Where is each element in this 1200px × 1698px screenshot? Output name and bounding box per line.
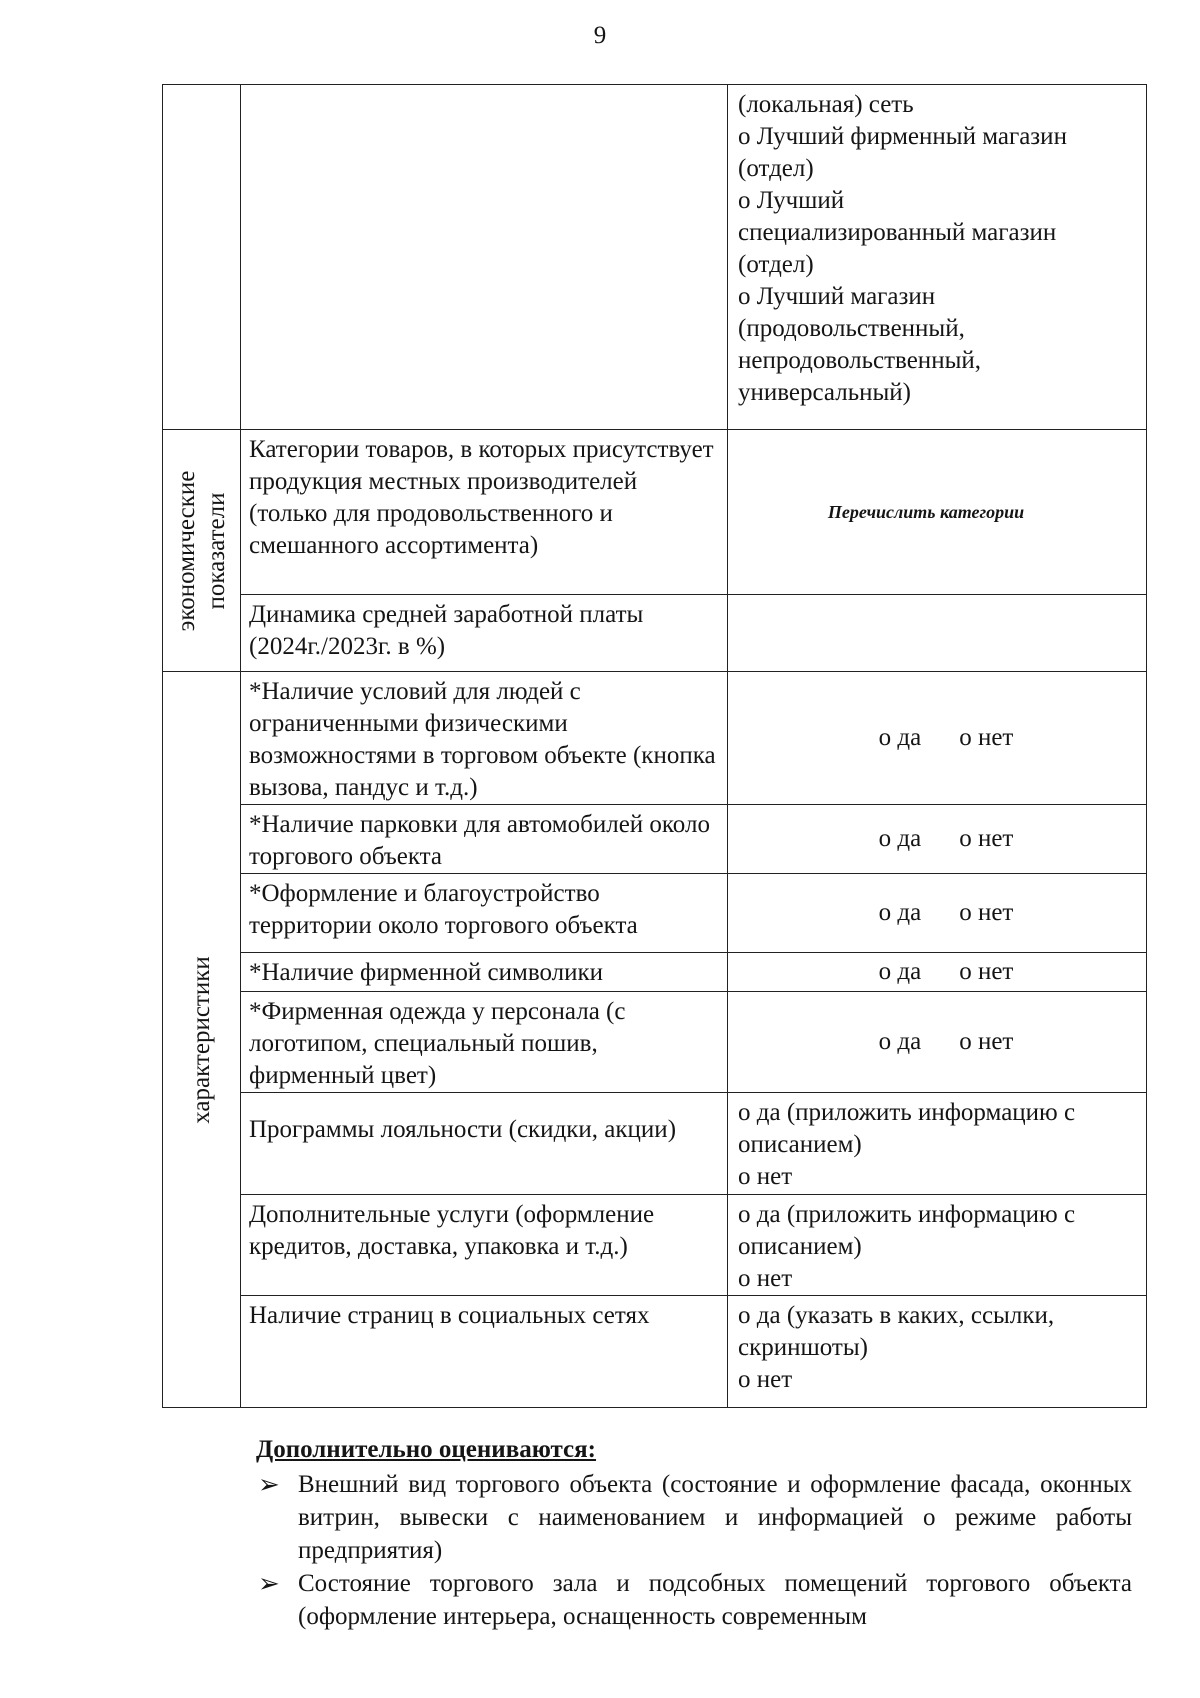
value-cell xyxy=(728,430,1147,595)
nomination-option-line: (продовольственный, xyxy=(738,315,965,342)
hint-text: Перечислить категории xyxy=(827,502,1025,522)
page-number: 9 xyxy=(593,22,607,49)
option-yes[interactable]: о да xyxy=(878,1028,922,1055)
nomination-option-line: (отдел) xyxy=(738,155,814,182)
value-cell xyxy=(728,805,1147,874)
table-row xyxy=(163,85,1147,430)
table-row xyxy=(163,805,1147,874)
criterion-cell: Программы лояльности (скидки, акции) xyxy=(241,1093,728,1195)
option-no[interactable]: о нет xyxy=(959,958,1014,985)
list-item-text: Состояние торгового зала и подсобных помещений торгового объекта (оформление интерьера, оснащенность современным xyxy=(298,1570,1132,1630)
option-yes-with-attachment[interactable]: о да (приложить информацию с описанием) xyxy=(738,1099,1076,1158)
value-cell-empty[interactable] xyxy=(728,595,1147,672)
table-row xyxy=(163,953,1147,992)
value-cell xyxy=(728,953,1147,992)
option-no[interactable]: о нет xyxy=(959,825,1014,852)
additional-criteria-section xyxy=(256,1433,1132,1633)
value-cell xyxy=(728,1296,1147,1408)
criterion-cell: *Оформление и благоустройство территории около торгового объекта xyxy=(241,874,728,953)
option-no[interactable]: о нет xyxy=(738,1366,793,1393)
list-item-text: Внешний вид торгового объекта (состояние и оформление фасада, оконных витрин, вывески с наименованием и информацией о режиме работы предприятия) xyxy=(298,1471,1132,1564)
nomination-option-line: (локальная) сеть xyxy=(738,91,914,118)
nomination-option-line: о Лучший xyxy=(738,187,845,214)
table-row xyxy=(163,1093,1147,1195)
arrowhead-bullet-icon: ➢ xyxy=(258,1569,280,1598)
table-row xyxy=(163,874,1147,953)
option-no[interactable]: о нет xyxy=(959,899,1014,926)
group-label-characteristics: характеристики xyxy=(187,955,215,1124)
criterion-cell: Динамика средней заработной платы (2024г./2023г. в %) xyxy=(241,595,728,672)
criterion-cell: Дополнительные услуги (оформление кредитов, доставка, упаковка и т.д.) xyxy=(241,1195,728,1296)
list-item xyxy=(256,1468,1132,1567)
group-label-economic: экономические показатели xyxy=(172,470,230,631)
table-row xyxy=(163,1296,1147,1408)
criterion-cell: Наличие страниц в социальных сетях xyxy=(241,1296,728,1408)
option-yes[interactable]: о да xyxy=(878,724,922,751)
section-heading: Дополнительно оцениваются: xyxy=(256,1436,597,1463)
table-row xyxy=(163,992,1147,1093)
criterion-cell: *Фирменная одежда у персонала (с логотипом, специальный пошив, фирменный цвет) xyxy=(241,992,728,1093)
nomination-option-line: универсальный) xyxy=(738,379,911,406)
arrowhead-bullet-icon: ➢ xyxy=(258,1470,280,1499)
table-row xyxy=(163,595,1147,672)
list-item xyxy=(256,1567,1132,1633)
option-no[interactable]: о нет xyxy=(959,724,1014,751)
criterion-cell: *Наличие парковки для автомобилей около торгового объекта xyxy=(241,805,728,874)
value-cell xyxy=(728,672,1147,805)
option-yes-with-attachment[interactable]: о да (приложить информацию с описанием) xyxy=(738,1201,1076,1260)
option-yes[interactable]: о да xyxy=(878,825,922,852)
table-row xyxy=(163,430,1147,595)
table-row xyxy=(163,1195,1147,1296)
group-cell-characteristics xyxy=(163,672,241,1408)
option-no[interactable]: о нет xyxy=(959,1028,1014,1055)
nomination-option-line: специализированный магазин xyxy=(738,219,1057,246)
value-cell xyxy=(728,992,1147,1093)
option-yes-with-links[interactable]: о да (указать в каких, ссылки, скриншоты) xyxy=(738,1302,1055,1361)
value-cell xyxy=(728,874,1147,953)
group-cell-empty xyxy=(163,85,241,430)
option-no[interactable]: о нет xyxy=(738,1265,793,1292)
nomination-option-line: (отдел) xyxy=(738,251,814,278)
table-row xyxy=(163,672,1147,805)
option-no[interactable]: о нет xyxy=(738,1163,793,1190)
criterion-cell-empty xyxy=(241,85,728,430)
option-yes[interactable]: о да xyxy=(878,958,922,985)
criterion-cell: Категории товаров, в которых присутствует продукция местных производителей (только для продовольственного и смешанного ассортимента) xyxy=(241,430,728,595)
option-yes[interactable]: о да xyxy=(878,899,922,926)
nomination-options-cell xyxy=(728,85,1147,430)
nomination-option-line: о Лучший магазин xyxy=(738,283,936,310)
criterion-cell: *Наличие условий для людей с ограниченными физическими возможностями в торговом объекте (кнопка вызова, пандус и т.д.) xyxy=(241,672,728,805)
nomination-option-line: о Лучший фирменный магазин xyxy=(738,123,1067,150)
nomination-option-line: непродовольственный, xyxy=(738,347,981,374)
criterion-cell: *Наличие фирменной символики xyxy=(241,953,728,992)
group-cell-economic xyxy=(163,430,241,672)
value-cell xyxy=(728,1093,1147,1195)
evaluation-table xyxy=(162,84,1147,1408)
value-cell xyxy=(728,1195,1147,1296)
